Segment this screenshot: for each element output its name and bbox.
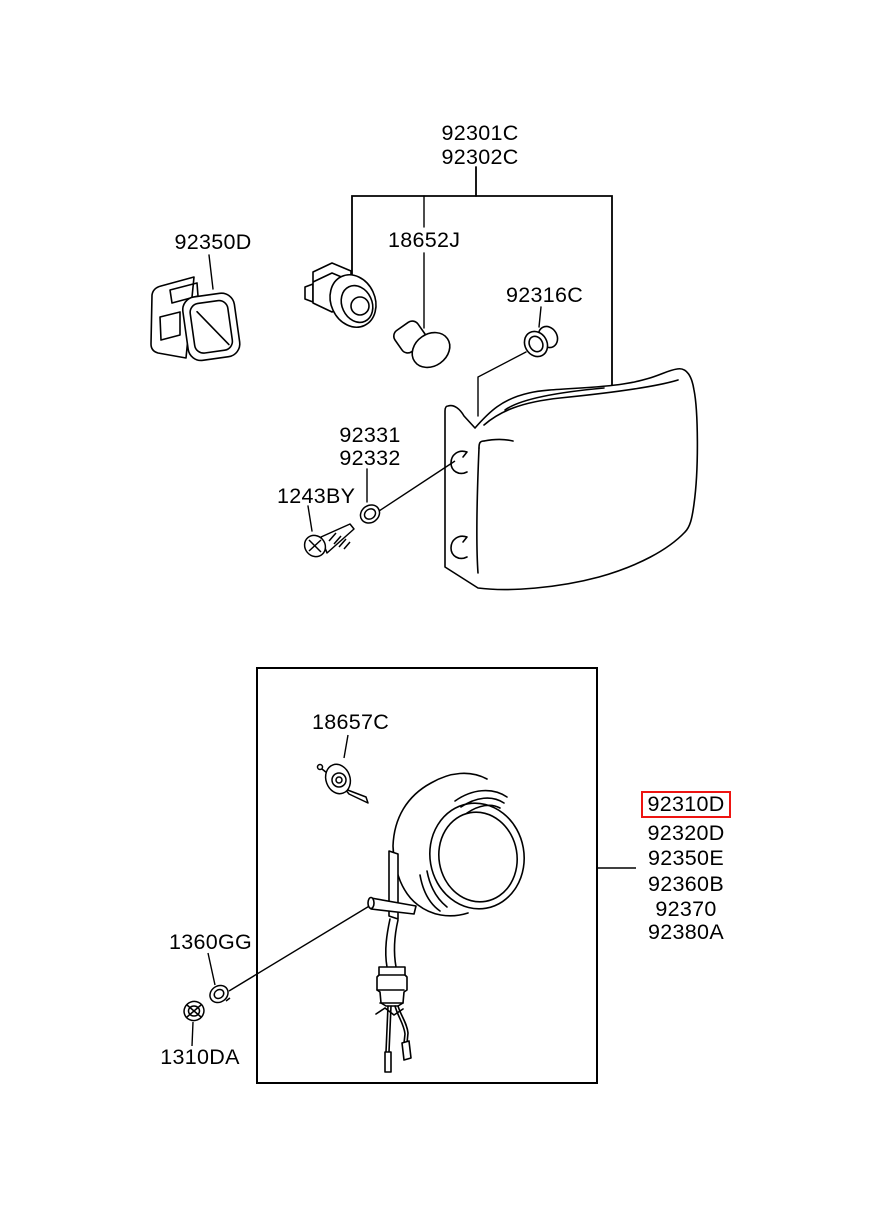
part-label-92302c[interactable]: 92302C <box>441 145 519 169</box>
lower-assembly-box <box>257 668 597 1083</box>
part-list-item[interactable]: 92320D <box>647 821 725 845</box>
side-lamp-housing-drawing <box>445 369 697 590</box>
part-label-1243by[interactable]: 1243BY <box>277 484 356 508</box>
part-label-1360gg[interactable]: 1360GG <box>168 930 253 954</box>
part-label-1310da[interactable]: 1310DA <box>160 1045 240 1069</box>
washer-92331-drawing <box>357 501 383 526</box>
part-label-92350d[interactable]: 92350D <box>174 230 252 254</box>
bulb-socket-drawing <box>305 263 384 335</box>
part-label-92301c[interactable]: 92301C <box>441 121 519 145</box>
nut-1310da-drawing <box>181 999 206 1024</box>
leader-line-1360gg <box>208 953 215 985</box>
fog-lamp-drawing <box>368 773 532 1072</box>
part-label-18652j[interactable]: 18652J <box>388 228 461 252</box>
grommet-92350d-drawing <box>151 277 241 362</box>
part-list-item[interactable]: 92360B <box>648 872 724 896</box>
selected-part-box[interactable]: 92310D <box>641 791 730 818</box>
part-label-18657c[interactable]: 18657C <box>312 710 390 734</box>
leader-line-18657c <box>344 735 348 758</box>
part-list-item[interactable]: 92380A <box>648 920 724 944</box>
socket-92316c-drawing <box>520 323 561 361</box>
part-label-92331[interactable]: 92331 <box>339 423 401 447</box>
part-label-92332[interactable]: 92332 <box>339 446 401 470</box>
washer-1360gg-drawing <box>207 982 232 1006</box>
part-list-item-selected[interactable] <box>636 791 736 818</box>
part-label-92316c[interactable]: 92316C <box>506 283 584 307</box>
bulb-18657c-drawing <box>318 761 369 803</box>
part-list-item[interactable]: 92350E <box>648 846 724 870</box>
screw-1243by-drawing <box>300 524 354 561</box>
part-list-item[interactable]: 92370 <box>655 897 717 921</box>
leader-line-1310da <box>192 1022 193 1046</box>
